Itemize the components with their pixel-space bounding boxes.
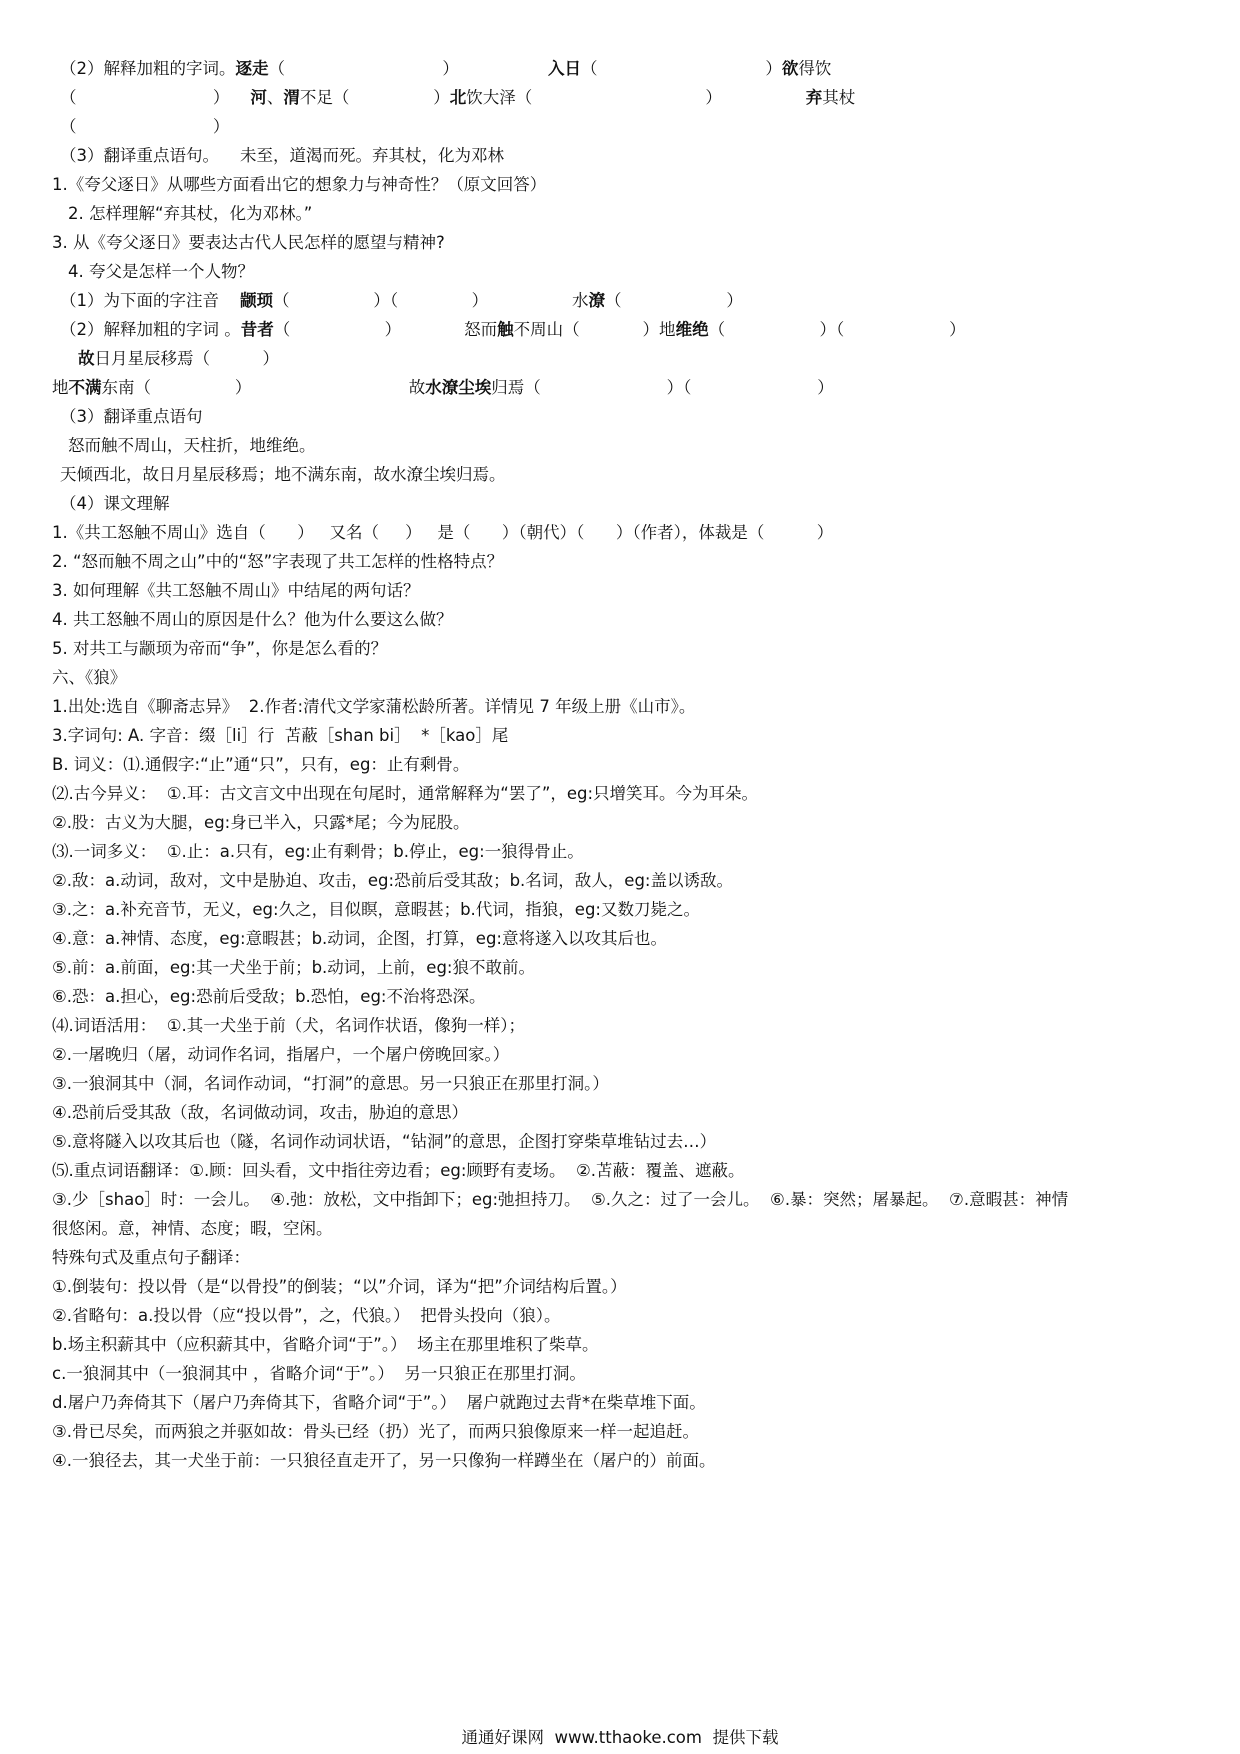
text-line bbox=[52, 1189, 1068, 1211]
text-line bbox=[52, 667, 126, 689]
text-run: （ ） bbox=[268, 59, 549, 78]
text-run: （3）翻译重点语句。 未至，道渴而死。弃其杖，化为邓林 bbox=[60, 146, 504, 165]
text-line bbox=[52, 1131, 716, 1153]
text-run: ③.少［shao］时：一会儿。 ④.弛：放松，文中指卸下；eg:弛担持刀。 ⑤.久之：过了一会儿。 ⑥.暴：突然；屠暴起。 ⑦.意暇甚：神情 bbox=[52, 1190, 1069, 1209]
text-run: ⑸.重点词语翻译：①.顾：回头看，文中指往旁边看；eg:顾野有麦场。 ②.苫蔽：覆盖、遮蔽。 bbox=[52, 1161, 745, 1180]
bold-term: 弃 bbox=[805, 88, 823, 107]
text-run: 2. 怎样理解“弃其杖，化为邓林。” bbox=[68, 204, 313, 223]
text-line bbox=[52, 986, 485, 1008]
text-run: 1.《夸父逐日》从哪些方面看出它的想象力与神奇性？（原文回答） bbox=[52, 175, 547, 194]
text-line bbox=[52, 783, 758, 805]
text-run: 不足（ ） bbox=[299, 88, 450, 107]
text-run: ②.一屠晚归（屠，动词作名词，指屠户，一个屠户傍晚回家。） bbox=[52, 1045, 510, 1064]
text-line bbox=[68, 435, 316, 457]
bold-term: 渭 bbox=[283, 88, 300, 107]
text-run: 天倾西北，故日月星辰移焉；地不满东南，故水潦尘埃归焉。 bbox=[60, 465, 506, 484]
text-run: d.屠户乃奔倚其下（屠户乃奔倚其下，省略介词“于”。） 屠户就跑过去背*在柴草堆下面。 bbox=[52, 1393, 706, 1412]
text-line bbox=[52, 522, 833, 544]
text-line bbox=[60, 116, 229, 138]
text-run: ④.恐前后受其敌（敌，名词做动词，攻击，胁迫的意思） bbox=[52, 1103, 469, 1122]
bold-term: 维绝 bbox=[675, 320, 709, 339]
text-run: ②.股：古义为大腿，eg:身已半入，只露*尾；今为屁股。 bbox=[52, 813, 470, 832]
text-line bbox=[52, 1305, 560, 1327]
text-line bbox=[52, 1218, 333, 1240]
text-line bbox=[60, 290, 743, 312]
text-run: 1.出处:选自《聊斋志异》 2.作者:清代文学家蒲松龄所著。详情见 7 年级上册《山市》。 bbox=[52, 697, 696, 716]
text-line bbox=[60, 145, 504, 167]
text-line bbox=[52, 1392, 706, 1414]
text-run: （4）课文理解 bbox=[60, 494, 170, 513]
text-line bbox=[52, 1421, 699, 1443]
text-run: （ ） bbox=[60, 117, 230, 136]
text-line bbox=[52, 580, 420, 602]
page-footer: 通通好课网 www.tthaoke.com 提供下载 bbox=[461, 1728, 779, 1747]
text-run: ④.一狼径去，其一犬坐于前：一只狼径直走开了，另一只像狗一样蹲坐在（屠户的）前面。 bbox=[52, 1451, 716, 1470]
bold-term: 潦 bbox=[588, 291, 605, 310]
text-run: ⑷.词语活用： ①.其一犬坐于前（犬，名词作状语，像狗一样）； bbox=[52, 1016, 526, 1035]
text-run: 归焉（ ）（ ） bbox=[491, 378, 834, 397]
bold-term: 入日 bbox=[548, 59, 582, 78]
text-run: ⑶.一词多义： ①.止：a.只有，eg:止有剩骨；b.停止，eg:一狼得骨止。 bbox=[52, 842, 584, 861]
text-line bbox=[52, 377, 834, 399]
text-line bbox=[52, 725, 508, 747]
text-line bbox=[52, 1102, 468, 1124]
text-line bbox=[52, 1247, 250, 1269]
text-run: ②.省略句：a.投以骨（应“投以骨”，之，代狼。） 把骨头投向（狼）。 bbox=[52, 1306, 561, 1325]
text-run: ③.骨已尽矣，而两狼之并驱如故：骨头已经（扔）光了，而两只狼像原来一样一起追赶。 bbox=[52, 1422, 700, 1441]
text-run: 日月星辰移焉（ ） bbox=[94, 349, 279, 368]
text-run: （ ）（ ） bbox=[708, 320, 966, 339]
text-run: 地 bbox=[52, 378, 69, 397]
bold-term: 逐走 bbox=[235, 59, 269, 78]
text-run: 4. 夸父是怎样一个人物？ bbox=[68, 262, 254, 281]
text-run: 1.《共工怒触不周山》选自（ ） 又名（ ） 是（ ）（朝代）（ ）（作者），体裁是（ ） bbox=[52, 523, 834, 542]
text-run: 六、《狼》 bbox=[52, 668, 127, 687]
text-line bbox=[52, 1363, 586, 1385]
text-run: ④.意：a.神情、态度，eg:意暇甚；b.动词，企图，打算，eg:意将遂入以攻其后也。 bbox=[52, 929, 667, 948]
text-line bbox=[52, 638, 387, 660]
text-run: 2. “怒而触不周之山”中的“怒”字表现了共工怎样的性格特点？ bbox=[52, 552, 504, 571]
text-line bbox=[52, 174, 546, 196]
text-run: ⑤.前：a.前面，eg:其一犬坐于前；b.动词，上前，eg:狼不敢前。 bbox=[52, 958, 535, 977]
bold-term: 颛顼 bbox=[239, 291, 273, 310]
text-line bbox=[52, 1044, 509, 1066]
text-line bbox=[52, 841, 584, 863]
text-line bbox=[52, 1276, 627, 1298]
text-run: 不周山（ ）地 bbox=[513, 320, 676, 339]
text-run: 、 bbox=[266, 88, 284, 107]
text-run: （2）解释加粗的字词 。 bbox=[60, 320, 241, 339]
text-line bbox=[52, 928, 667, 950]
text-run: 3. 如何理解《共工怒触不周山》中结尾的两句话？ bbox=[52, 581, 420, 600]
bold-term: 北 bbox=[449, 88, 467, 107]
text-line bbox=[52, 1334, 599, 1356]
text-line bbox=[52, 551, 503, 573]
text-run: （2）解释加粗的字词。 bbox=[60, 59, 236, 78]
text-line bbox=[60, 87, 855, 109]
text-run: b.场主积薪其中（应积薪其中，省略介词“于”。） 场主在那里堆积了柴草。 bbox=[52, 1335, 599, 1354]
text-line bbox=[60, 319, 966, 341]
text-line bbox=[68, 261, 254, 283]
text-run: 东南（ ） 故 bbox=[101, 378, 426, 397]
text-line bbox=[52, 899, 700, 921]
text-line bbox=[52, 812, 469, 834]
text-run: 3. 从《夸父逐日》要表达古代人民怎样的愿望与精神? bbox=[52, 233, 445, 252]
text-line bbox=[52, 1450, 716, 1472]
text-run: 特殊句式及重点句子翻译： bbox=[52, 1248, 250, 1267]
text-run: ③.一狼洞其中（洞，名词作动词，“打洞”的意思。另一只狼正在那里打洞。） bbox=[52, 1074, 609, 1093]
text-line bbox=[52, 1015, 525, 1037]
bold-term: 河 bbox=[250, 88, 267, 107]
bold-term: 欲 bbox=[781, 59, 799, 78]
bold-term: 不满 bbox=[68, 378, 102, 397]
text-run: 5. 对共工与颛顼为帝而“争”，你是怎么看的？ bbox=[52, 639, 388, 658]
text-line bbox=[78, 348, 279, 370]
text-run: 4. 共工怒触不周山的原因是什么？他为什么要这么做？ bbox=[52, 610, 453, 629]
bold-term: 触 bbox=[497, 320, 514, 339]
text-run: 饮大泽（ ） bbox=[466, 88, 806, 107]
text-run: （ ）（ ） 水 bbox=[272, 291, 589, 310]
text-line bbox=[52, 232, 445, 254]
text-line bbox=[52, 609, 453, 631]
text-run: （ ） bbox=[605, 291, 743, 310]
text-run: 得饮 bbox=[798, 59, 832, 78]
text-run: ⑤.意将隧入以攻其后也（隧，名词作动词状语，“钻洞”的意思，企图打穿柴草堆钻过去…） bbox=[52, 1132, 717, 1151]
text-run: ⑥.恐：a.担心，eg:恐前后受敌；b.恐怕，eg:不治将恐深。 bbox=[52, 987, 486, 1006]
text-run: （ ） bbox=[60, 88, 251, 107]
text-line bbox=[52, 957, 535, 979]
text-run: （3）翻译重点语句 bbox=[60, 407, 203, 426]
bold-term: 故 bbox=[78, 349, 95, 368]
text-line bbox=[52, 1073, 609, 1095]
text-run: （1）为下面的字注音 bbox=[60, 291, 240, 310]
text-run: （ ） bbox=[581, 59, 782, 78]
text-run: ②.敌：a.动词，敌对，文中是胁迫、攻击，eg:恐前后受其敌；b.名词，敌人，eg:盖以诱敌。 bbox=[52, 871, 733, 890]
text-line bbox=[52, 696, 695, 718]
text-run: ③.之：a.补充音节，无义，eg:久之，目似瞑，意暇甚；b.代词，指狼，eg:又数刀毙之。 bbox=[52, 900, 700, 919]
text-run: c.一狼洞其中（一狼洞其中 ，省略介词“于”。） 另一只狼正在那里打洞。 bbox=[52, 1364, 586, 1383]
text-run: ⑵.古今异义： ①.耳：古文言文中出现在句尾时，通常解释为“罢了”，eg:只增笑耳。今为耳朵。 bbox=[52, 784, 759, 803]
text-line bbox=[52, 1160, 745, 1182]
text-run: B. 词义：⑴.通假字:“止”通“只”，只有，eg：止有剩骨。 bbox=[52, 755, 470, 774]
bold-term: 水潦尘埃 bbox=[425, 378, 492, 397]
text-run: 很悠闲。意，神情、态度；暇，空闲。 bbox=[52, 1219, 333, 1238]
text-run: 其杖 bbox=[822, 88, 856, 107]
text-line bbox=[68, 203, 312, 225]
text-run: 3.字词句: A. 字音：缀［li］行 苫蔽［shan bi］ *［kao］尾 bbox=[52, 726, 509, 745]
text-line bbox=[52, 870, 733, 892]
text-line bbox=[52, 754, 469, 776]
text-run: 怒而触不周山，天柱折，地维绝。 bbox=[68, 436, 316, 455]
text-line bbox=[60, 406, 203, 428]
text-line bbox=[60, 493, 170, 515]
text-run: （ ） 怒而 bbox=[273, 320, 498, 339]
text-run: ①.倒装句：投以骨（是“以骨投”的倒装；“以”介词，译为“把”介词结构后置。） bbox=[52, 1277, 627, 1296]
text-line bbox=[60, 58, 831, 80]
text-line bbox=[60, 464, 506, 486]
bold-term: 昔者 bbox=[240, 320, 274, 339]
